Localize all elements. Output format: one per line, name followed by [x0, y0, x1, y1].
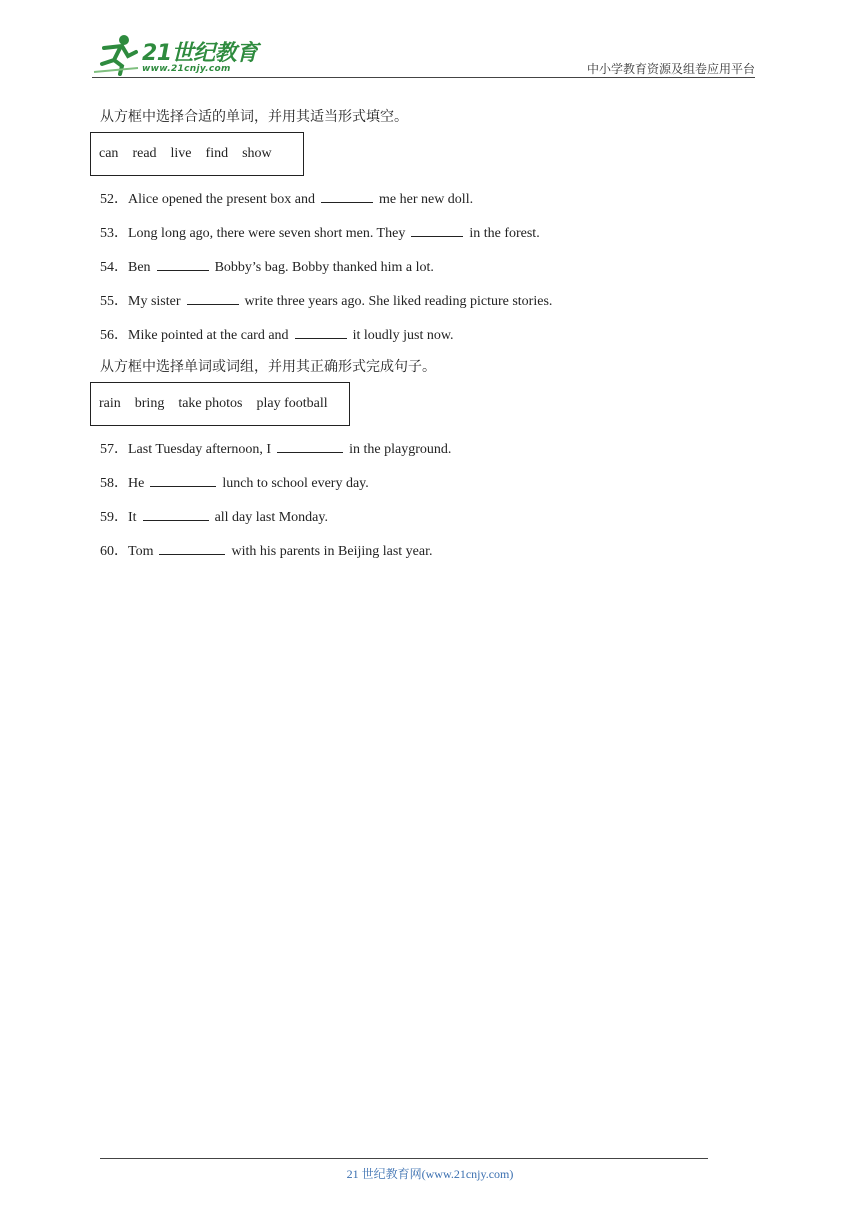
footer-text[interactable]: 21 世纪教育网(www.21cnjy.com) — [346, 1167, 514, 1181]
answer-blank[interactable] — [295, 326, 347, 339]
question-56: 56．Mike pointed at the card and it loudly just now. — [100, 328, 454, 343]
answer-blank[interactable] — [150, 474, 216, 487]
section2-instruction: 从方框中选择单词或词组，并用其正确形式完成句子。 — [100, 359, 436, 375]
logo — [92, 34, 262, 78]
question-59: 59．It all day last Monday. — [100, 510, 328, 525]
question-52: 52．Alice opened the present box and me her new doll. — [100, 192, 474, 207]
answer-blank[interactable] — [159, 542, 225, 555]
question-53: 53．Long long ago, there were seven short men. They in the forest. — [100, 226, 540, 241]
platform-name: 中小学教育资源及组卷应用平台 — [586, 62, 755, 76]
word-box-item: rain — [99, 396, 121, 411]
question-58: 58．He lunch to school every day. — [100, 476, 369, 491]
answer-blank[interactable] — [411, 224, 463, 237]
word-box-item: take photos — [178, 396, 243, 411]
question-60: 60．Tom with his parents in Beijing last year. — [100, 544, 433, 559]
page-header — [92, 30, 755, 78]
footer-divider — [100, 1158, 708, 1159]
runner-logo-icon — [92, 34, 140, 76]
answer-blank[interactable] — [277, 440, 343, 453]
word-box-item: play football — [256, 396, 328, 411]
logo-url: www.21cnjy.com — [142, 64, 231, 74]
word-box-item: bring — [134, 396, 165, 411]
question-55: 55．My sister write three years ago. She liked reading picture stories. — [100, 294, 553, 309]
word-box-item: find — [205, 146, 229, 161]
word-box-item: can — [99, 146, 119, 161]
word-box-item: live — [170, 146, 192, 161]
answer-blank[interactable] — [143, 508, 209, 521]
section1-word-box — [90, 132, 304, 176]
answer-blank[interactable] — [321, 190, 373, 203]
answer-blank[interactable] — [187, 292, 239, 305]
question-54: 54．Ben Bobby’s bag. Bobby thanked him a lot. — [100, 260, 434, 275]
word-box-item: read — [132, 146, 157, 161]
logo-wordmark: 21世纪教育 — [142, 41, 258, 66]
question-57: 57．Last Tuesday afternoon, I in the playground. — [100, 442, 452, 457]
section2-word-box — [90, 382, 350, 426]
answer-blank[interactable] — [157, 258, 209, 271]
section1-instruction: 从方框中选择合适的单词，并用其适当形式填空。 — [100, 109, 408, 125]
header-divider — [92, 77, 755, 78]
word-box-item: show — [242, 146, 272, 161]
